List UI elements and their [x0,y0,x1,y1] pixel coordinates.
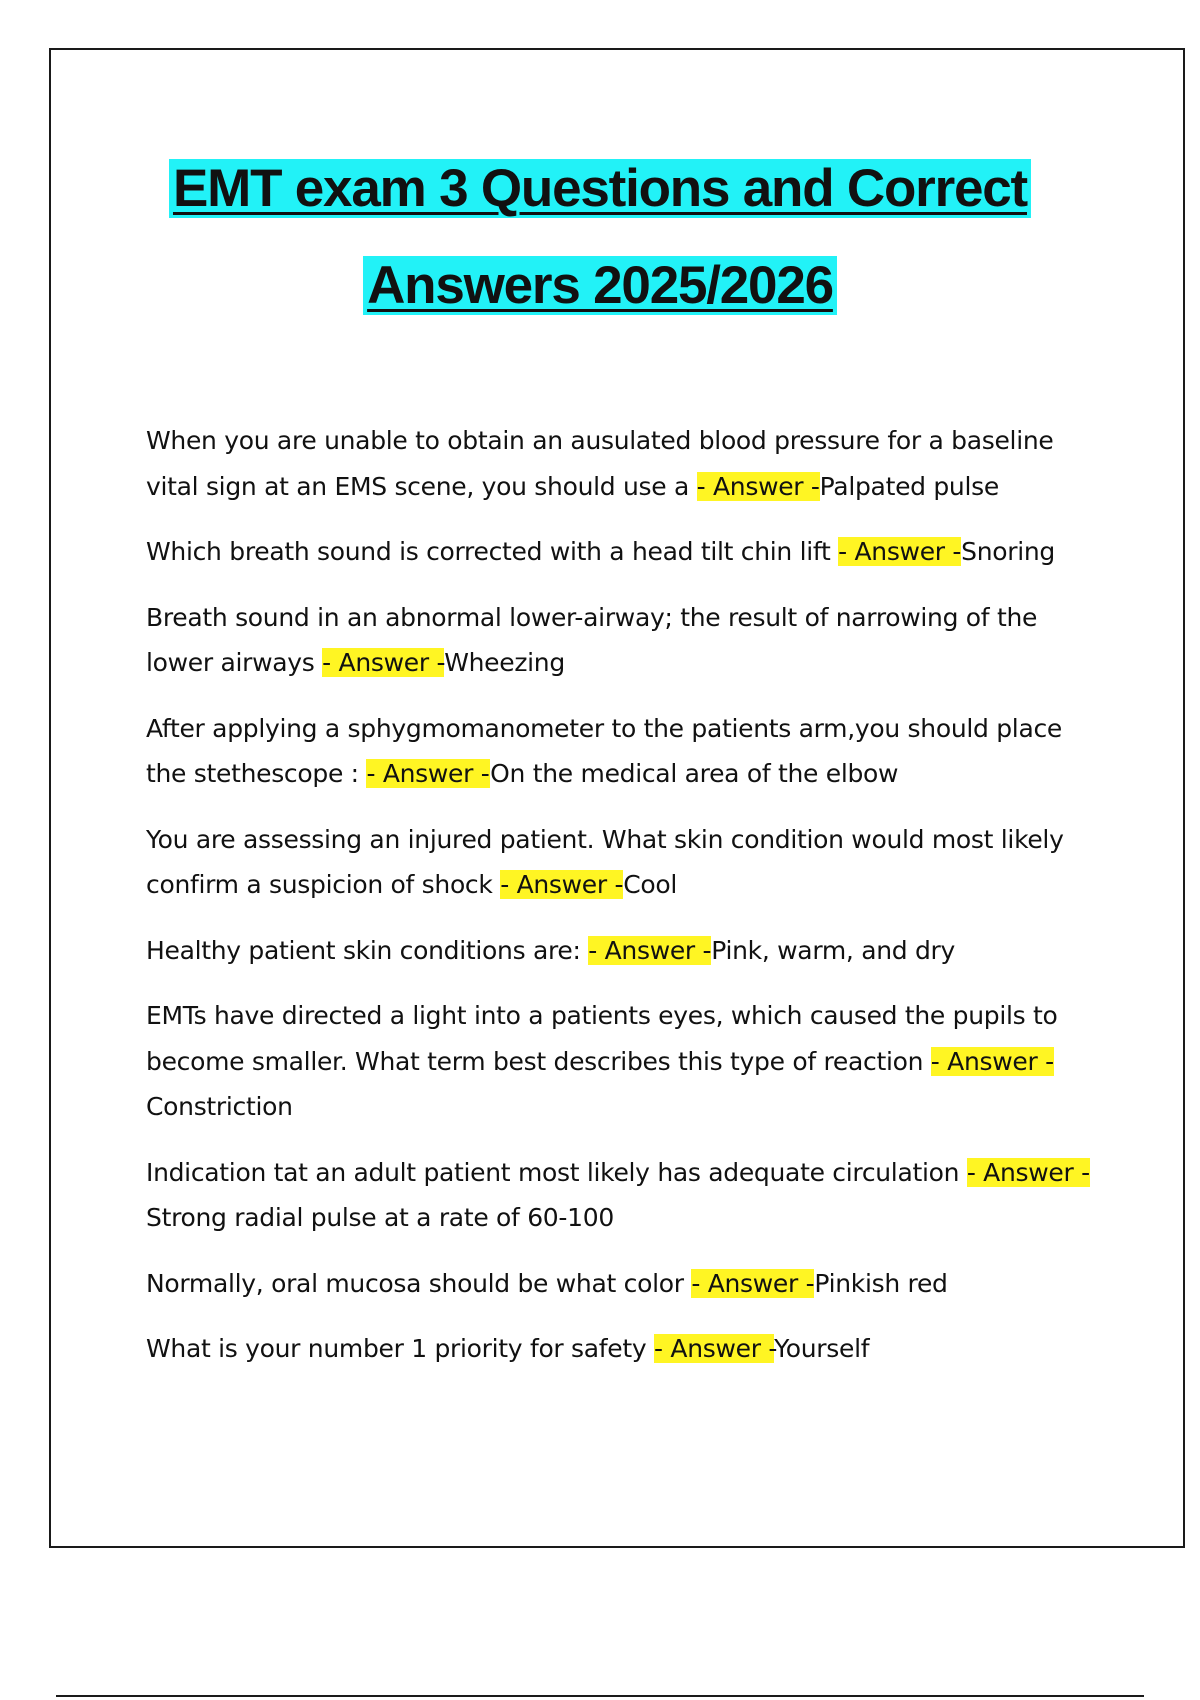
qa-item [146,993,1096,1130]
answer-marker: - Answer - [696,471,820,501]
qa-item [146,1261,1096,1307]
qa-item [146,817,1096,908]
qa-item [146,928,1096,974]
answer-text: Yourself [774,1334,870,1363]
answer-marker: - Answer - [654,1334,775,1363]
qa-item [146,418,1096,509]
title-line-1: EMT exam 3 Questions and Correct [169,159,1031,218]
qa-item [146,1326,1096,1372]
answer-marker: - Answer - [966,1157,1090,1187]
title-line-2: Answers 2025/2026 [363,256,837,315]
question-text: What is your number 1 priority for safety [146,1334,655,1363]
question-text: When you are unable to obtain an ausulated blood pressure for a baseline vital sign at an EMS scene, you should use a [146,426,1054,501]
qa-item [146,1150,1096,1241]
answer-text: On the medical area of the elbow [490,759,899,788]
answer-text: Wheezing [444,648,565,677]
answer-text: Strong radial pulse at a rate of 60-100 [146,1203,614,1232]
qa-list [146,418,1096,1392]
answer-text: Pink, warm, and dry [711,935,956,965]
answer-text: Pinkish red [814,1268,948,1298]
qa-item [146,595,1096,686]
answer-text: Constriction [146,1092,293,1121]
question-text: After applying a sphygmomanometer to the patients arm,you should place the stethescope : [146,713,1062,788]
answer-marker: - Answer - [366,759,491,788]
question-text: EMTs have directed a light into a patients eyes, which caused the pupils to become smaller. What term best describes this type of reaction [146,1001,1058,1076]
answer-marker: - Answer - [691,1268,815,1298]
answer-marker: - Answer - [500,870,624,899]
answer-text: Snoring [961,537,1055,566]
answer-text: Palpated pulse [819,471,999,501]
document-title [0,140,1200,334]
question-text: Breath sound in an abnormal lower-airway; the result of narrowing of the lower airways [146,602,1038,677]
footer-divider [56,1695,1144,1697]
answer-marker: - Answer - [322,648,445,677]
question-text: You are assessing an injured patient. What skin condition would most likely confirm a suspicion of shock [146,824,1064,899]
qa-item [146,529,1096,575]
answer-marker: - Answer - [930,1046,1054,1076]
answer-marker: - Answer - [588,935,712,965]
question-text: Healthy patient skin conditions are: [146,935,589,965]
qa-item [146,706,1096,797]
question-text: Normally, oral mucosa should be what color [146,1268,692,1298]
answer-marker: - Answer - [838,537,962,566]
question-text: Indication tat an adult patient most likely has adequate circulation [146,1157,967,1187]
answer-text: Cool [623,870,678,899]
question-text: Which breath sound is corrected with a head tilt chin lift [146,537,839,566]
